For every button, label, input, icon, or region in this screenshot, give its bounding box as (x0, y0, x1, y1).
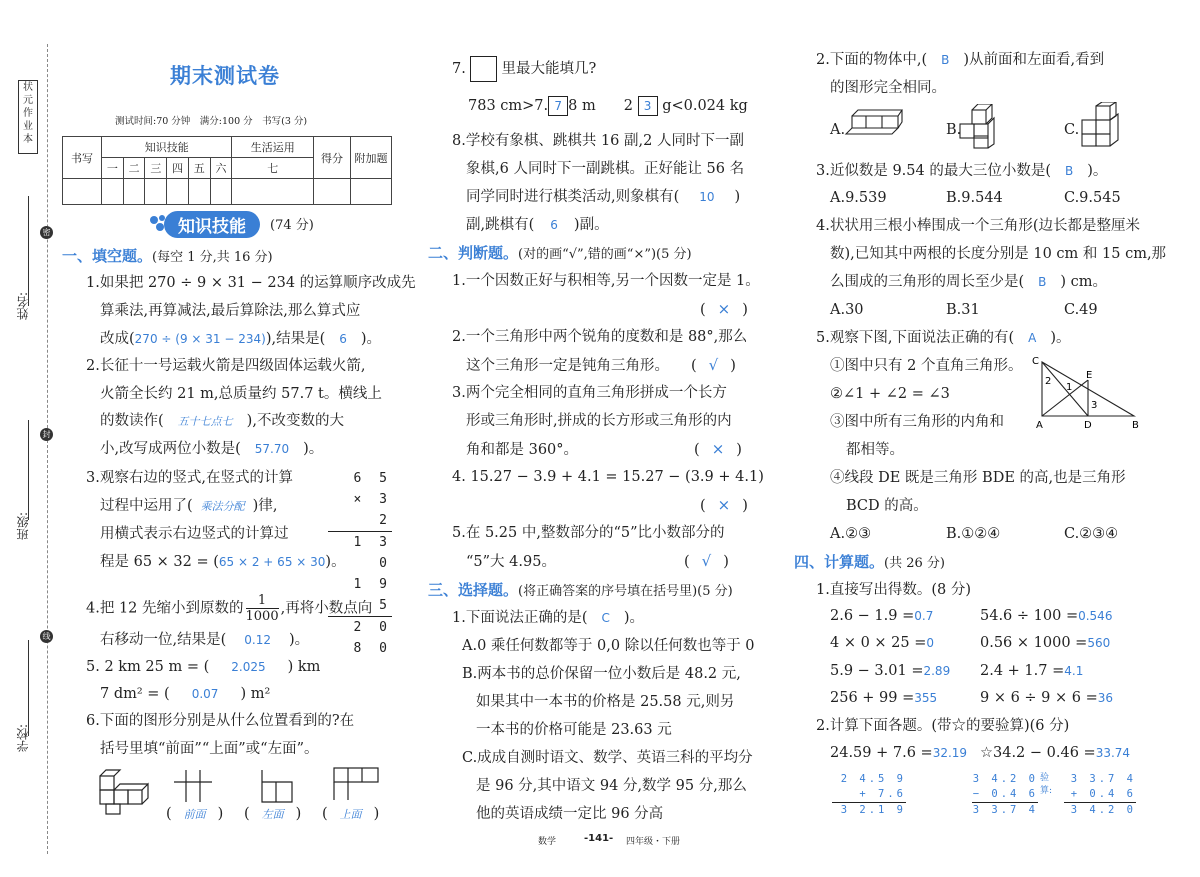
angle-1: 1 (1066, 382, 1073, 393)
q8-answer-1: 10 (699, 190, 715, 204)
c2-figure-b (958, 104, 1008, 154)
q3-line4: 程是 65 × 32 = (65 × 2 + 65 × 30)。 (100, 554, 346, 570)
k2-check-label: 验算: (1040, 773, 1053, 796)
page-title: 期末测试卷 (170, 63, 280, 88)
q6-view-3 (332, 766, 380, 808)
q4-line1: 4.把 12 先缩小到原数的 $\frac{1}{1000}$ ,再将小数点向 (86, 593, 373, 624)
q2-line3: 的数读作( 五十七点七 ),不改变数的大 (100, 413, 344, 429)
q8-line2: 象棋,6 人同时下一副跳棋。正好能让 56 名 (466, 161, 745, 177)
q7-answer-1: 7 (548, 96, 568, 116)
section-score: (74 分) (270, 218, 314, 233)
q2-line4: 小,改写成两位小数是( 57.70 )。 (100, 441, 324, 457)
k1-item-7: 256 + 99 =355 (830, 690, 938, 706)
q3-line1: 3.观察右边的竖式,在竖式的计算 (86, 470, 293, 486)
q7-line1: 7. 里最大能填几? (452, 56, 596, 82)
c3-opt-b: B.9.544 (946, 190, 1003, 206)
score-cell[interactable] (102, 179, 124, 205)
q3-answer-1: 乘法分配 (200, 500, 245, 513)
c1-answer: C (601, 611, 610, 625)
c4-opt-c: C.49 (1064, 302, 1098, 318)
section-1-heading: 一、填空题。(每空 1 分,共 16 分) (62, 247, 273, 265)
label-d: D (1084, 420, 1092, 431)
c5-opt-a: A.②③ (830, 526, 872, 542)
score-cell[interactable] (145, 179, 167, 205)
q6-answer-2: 左面 (261, 808, 284, 821)
angle-3: 3 (1091, 400, 1098, 411)
j4-line1: 4. 15.27 − 3.9 + 4.1 = 15.27 − (3.9 + 4.1) (452, 469, 764, 485)
label-e: E (1086, 370, 1093, 381)
score-cell[interactable] (63, 179, 102, 205)
c4-line3: 么围成的三角形的周长至少是( B ) cm。 (830, 274, 1108, 290)
j1-answer: ( × ) (700, 300, 748, 318)
j5-line1: 5.在 5.25 中,整数部分的“5”比小数部分的 (452, 525, 725, 541)
c5-s3a: ③图中所有三角形的内角和 (830, 414, 1004, 430)
q4-fraction: $\frac{1}{1000}$ (245, 593, 279, 624)
c1-option-c1: C.成成自测时语文、数学、英语三科的平均分 (462, 750, 753, 766)
k1-item-1: 2.6 − 1.9 =0.7 (830, 608, 934, 624)
c1-option-a: A.0 乘任何数都等于 0,0 除以任何数也等于 0 (462, 638, 755, 654)
score-cell[interactable] (232, 179, 314, 205)
c3-opt-c: C.9.545 (1064, 190, 1121, 206)
c5-triangle-figure (1028, 356, 1148, 436)
c5-answer: A (1028, 331, 1037, 345)
q6-line2: 括号里填“前面”“上面”或“左面”。 (100, 741, 319, 757)
c4-line1: 4.状状用三根小棒围成一个三角形(边长都是整厘米 (816, 218, 1140, 234)
c2-figure-c (1076, 102, 1128, 152)
score-col-writing: 书写 (63, 137, 102, 179)
c5-opt-c: C.②③④ (1064, 526, 1119, 542)
score-n1: 一 (102, 158, 124, 179)
q7-blank-box (470, 56, 497, 82)
c5-line1: 5.观察下图,下面说法正确的有( A )。 (816, 330, 1071, 346)
c4-line2: 数),已知其中两根的长度分别是 10 cm 和 15 cm,那 (830, 246, 1167, 262)
seal-mark-mi: 密 (40, 226, 53, 239)
q2-answer-1: 五十七点七 (177, 415, 233, 428)
score-n5: 五 (188, 158, 210, 179)
name-label: 姓名: (16, 292, 30, 321)
margin-dashed-line (47, 44, 48, 854)
exam-meta: 测试时间:70 分钟 满分:100 分 书写(3 分) (115, 116, 308, 127)
k2-title: 2.计算下面各题。(带☆的要验算)(6 分) (816, 718, 1070, 734)
q5-answer-2: 0.07 (191, 687, 219, 701)
q6-answer-3: 上面 (339, 808, 362, 821)
q1-line3: 改成(270 ÷ (9 × 31 − 234)),结果是( 6 )。 (100, 331, 382, 347)
score-col-life: 生活运用 (232, 137, 314, 158)
c4-opt-a: A.30 (830, 302, 864, 318)
k2-vertical-1: 2 4.5 9 + 7.6 3 2.1 9 (832, 772, 906, 818)
j2-line1: 2.一个三角形中两个锐角的度数和是 88°,那么 (452, 329, 748, 345)
q8-line4: 副,跳棋有( 6 )副。 (466, 217, 609, 233)
q3-vertical-calc: 6 5 × 3 2 1 3 0 1 9 5 2 0 8 0 (328, 468, 392, 659)
q1-line1: 1.如果把 270 ÷ 9 × 31 − 234 的运算顺序改成先 (86, 275, 416, 291)
score-col-total: 得分 (314, 137, 351, 179)
score-table (62, 136, 392, 205)
c2-line2: 的图形完全相同。 (830, 80, 946, 96)
c3-opt-a: A.9.539 (830, 190, 887, 206)
badge-text: 状元作业本 (23, 82, 33, 145)
c1-line1: 1.下面说法正确的是( C )。 (452, 610, 645, 626)
k2-expr-2: ☆34.2 − 0.46 =33.74 (980, 745, 1131, 761)
score-n4: 四 (167, 158, 189, 179)
score-cell[interactable] (210, 179, 232, 205)
q6-answer-1: 前面 (183, 808, 206, 821)
c1-option-c3: 他的英语成绩一定比 96 分高 (476, 806, 664, 822)
footer-grade: 四年级・下册 (626, 837, 681, 847)
q3-line3: 用横式表示右边竖式的计算过 (100, 526, 289, 542)
q5-line1: 5. 2 km 25 m = ( 2.025 ) km (86, 659, 321, 675)
c2-opt-b: B. (946, 122, 962, 138)
score-n7: 七 (232, 158, 314, 179)
section-pill (164, 211, 260, 238)
k1-item-6: 2.4 + 1.7 =4.1 (980, 663, 1084, 679)
q6-answers: ( 左面 ) (244, 806, 302, 822)
k2-expr-1: 24.59 + 7.6 =32.19 (830, 745, 968, 761)
school-underline (28, 640, 29, 736)
j3-line1: 3.两个完全相同的直角三角形拼成一个长方 (452, 385, 727, 401)
k1-item-3: 4 × 0 × 25 =0 (830, 635, 935, 651)
score-n2: 二 (123, 158, 145, 179)
name-underline (28, 196, 29, 306)
k1-item-5: 5.9 − 3.01 =2.89 (830, 663, 951, 679)
q1-answer-1: 270 ÷ (9 × 31 − 234) (134, 332, 266, 346)
class-underline (28, 420, 29, 520)
seal-mark-feng: 封 (40, 428, 53, 441)
label-a: A (1036, 420, 1043, 431)
j3-line2: 形或三角形时,拼成的长方形或三角形的内 (466, 413, 732, 429)
footer-page-number: -141- (584, 833, 614, 844)
q2-answer-2: 57.70 (254, 442, 290, 456)
angle-2: 2 (1045, 376, 1052, 387)
score-cell[interactable] (351, 179, 392, 205)
c2-opt-c: C. (1064, 122, 1080, 138)
c4-opt-b: B.31 (946, 302, 980, 318)
q7-line2: 783 cm>7. 7 8 m 2 3 g<0.024 kg (468, 98, 748, 114)
c5-opt-b: B.①②④ (946, 526, 1001, 542)
q1-line2: 算乘法,再算减法,最后算除法,那么算式应 (100, 303, 361, 319)
c3-line1: 3.近似数是 9.54 的最大三位小数是( B )。 (816, 163, 1108, 179)
score-cell[interactable] (167, 179, 189, 205)
j2-line2: 这个三角形一定是钝角三角形。 ( √ ) (466, 356, 736, 374)
c1-option-b3: 一本书的价格可能是 23.63 元 (476, 722, 672, 738)
section-3-heading: 三、选择题。(将正确答案的序号填在括号里)(5 分) (428, 581, 733, 599)
q7-answer-2: 3 (638, 96, 658, 116)
q2-line2: 火箭全长约 21 m,总质量约 57.7 t。横线上 (100, 386, 382, 402)
q3-answer-2: 65 × 2 + 65 × 30 (218, 555, 326, 569)
score-col-extra: 附加题 (351, 137, 392, 179)
q5-line2: 7 dm² = ( 0.07 ) m² (100, 686, 271, 702)
footer-subject: 数学 (538, 837, 557, 847)
k2-vertical-3: 3 3.7 4 + 0.4 6 3 4.2 0 (1064, 772, 1136, 818)
q3-line2: 过程中运用了( 乘法分配 )律, (100, 498, 278, 514)
c5-s4a: ④线段 DE 既是三角形 BDE 的高,也是三角形 (830, 470, 1126, 486)
k1-item-2: 54.6 ÷ 100 =0.546 (980, 608, 1113, 624)
q6-figure-3d (96, 768, 156, 820)
score-cell[interactable] (314, 179, 351, 205)
c2-answer: B (941, 53, 950, 67)
c5-s1: ①图中只有 2 个直角三角形。 (830, 358, 1023, 374)
k2-vertical-2: 3 4.2 0 − 0.4 6 3 3.7 4 (972, 773, 1038, 816)
q6-view-1 (172, 768, 214, 808)
c3-answer: B (1065, 164, 1074, 178)
class-label: 班级: (16, 512, 30, 541)
q2-line1: 2.长征十一号运载火箭是四级固体运载火箭, (86, 358, 366, 374)
school-label: 学校: (16, 724, 30, 753)
label-b: B (1132, 420, 1139, 431)
c1-option-c2: 是 96 分,其中语文 94 分,数学 95 分,那么 (476, 778, 747, 794)
q6-view-2 (256, 768, 298, 808)
c1-option-b2: 如果其中一本书的价格是 25.58 元,则另 (476, 694, 735, 710)
q1-answer-2: 6 (339, 332, 347, 346)
j4-answer: ( × ) (700, 496, 748, 514)
score-col-knowledge: 知识技能 (102, 137, 232, 158)
q6-answers: ( 上面 ) (322, 806, 380, 822)
q4-answer: 0.12 (244, 633, 271, 647)
c2-figure-a (844, 108, 904, 142)
score-n3: 三 (145, 158, 167, 179)
q4-line2: 右移动一位,结果是( 0.12 )。 (100, 632, 310, 648)
k1-item-4: 0.56 × 1000 =560 (980, 635, 1111, 651)
c1-option-b1: B.两本书的总价保留一位小数后是 48.2 元, (462, 666, 741, 682)
label-c: C (1032, 356, 1039, 367)
j3-line3: 角和都是 360°。 ( × ) (466, 440, 742, 458)
section-2-heading: 二、判断题。(对的画“√”,错的画“×”)(5 分) (428, 244, 692, 262)
c4-answer: B (1038, 275, 1047, 289)
section-4-heading: 四、计算题。(共 26 分) (794, 553, 945, 571)
q8-line3: 同学同时进行棋类活动,则象棋有( 10 ) (466, 189, 741, 205)
q8-line1: 8.学校有象棋、跳棋共 16 副,2 人同时下一副 (452, 133, 744, 149)
q6-line1: 6.下面的图形分别是从什么位置看到的?在 (86, 713, 355, 729)
q8-answer-2: 6 (550, 218, 558, 232)
c2-opt-a: A. (830, 122, 846, 138)
score-cell[interactable] (188, 179, 210, 205)
c5-s4b: BCD 的高。 (846, 498, 928, 514)
seal-mark-xian: 线 (40, 630, 53, 643)
j5-line2: “5”大 4.95。 ( √ ) (466, 552, 729, 570)
q5-answer-1: 2.025 (231, 660, 266, 674)
section-pill-label: 知识技能 (178, 217, 246, 237)
k1-title: 1.直接写出得数。(8 分) (816, 582, 971, 598)
c5-s3b: 都相等。 (846, 442, 904, 458)
j1-line1: 1.一个因数正好与积相等,另一个因数一定是 1。 (452, 273, 760, 289)
k1-item-8: 9 × 6 ÷ 9 × 6 =36 (980, 690, 1114, 706)
q6-answers: ( 前面 ) (166, 806, 224, 822)
c5-s2: ②∠1 + ∠2 = ∠3 (830, 386, 950, 402)
score-cell[interactable] (123, 179, 145, 205)
c2-line1: 2.下面的物体中,( B )从前面和左面看,看到 (816, 52, 1105, 68)
badge-box (18, 80, 38, 154)
score-n6: 六 (210, 158, 232, 179)
